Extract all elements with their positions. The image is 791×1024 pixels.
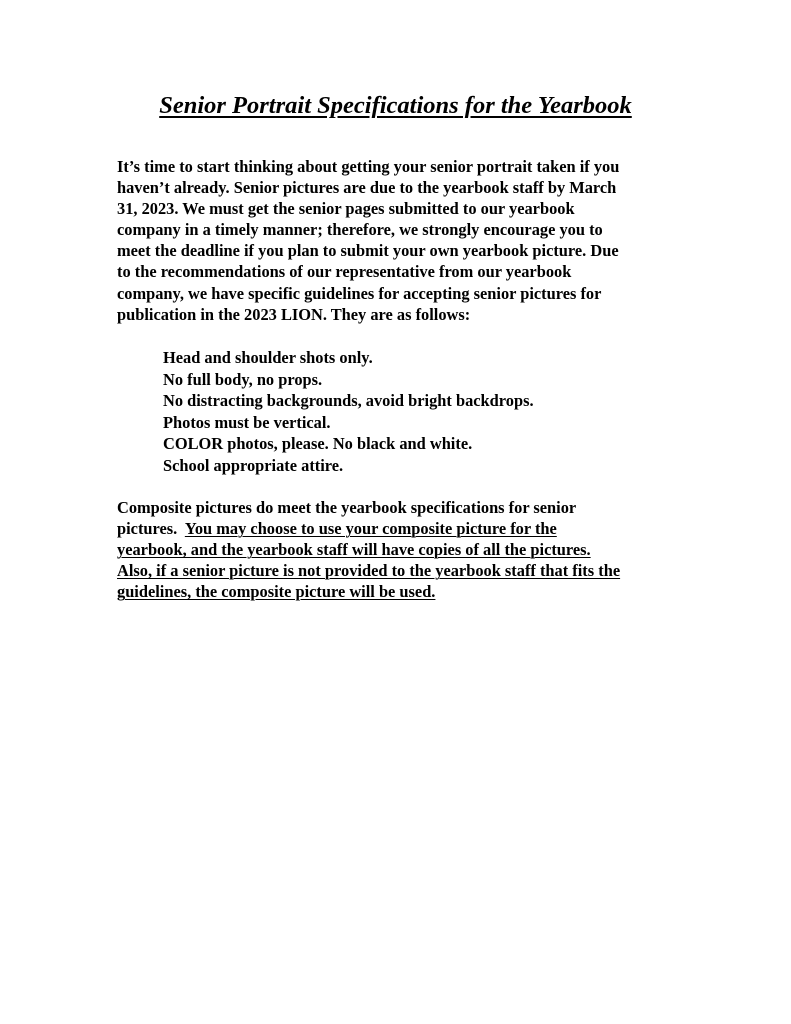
intro-line: meet the deadline if you plan to submit your own yearbook picture. Due	[117, 241, 619, 261]
intro-line: 31, 2023. We must get the senior pages submitted to our yearbook	[117, 199, 575, 219]
guideline-item: No full body, no props.	[163, 369, 323, 389]
intro-line: company, we have specific guidelines for accepting senior pictures for	[117, 283, 602, 303]
composite-paragraph	[117, 497, 687, 602]
composite-line	[117, 518, 687, 539]
composite-underlined-text: You may choose to use your composite picture for the	[184, 519, 557, 539]
intro-paragraph	[117, 156, 687, 325]
intro-line: to the recommendations of our representative from our yearbook	[117, 262, 572, 282]
guideline-item: Photos must be vertical.	[163, 412, 331, 432]
guideline-item: COLOR photos, please. No black and white.	[163, 434, 473, 453]
guideline-item: No distracting backgrounds, avoid bright backdrops.	[163, 391, 534, 410]
composite-plain-text: pictures.	[117, 519, 185, 539]
composite-line: Composite pictures do meet the yearbook specifications for senior	[117, 498, 577, 517]
intro-line: haven’t already. Senior pictures are due to the yearbook staff by March	[117, 178, 617, 198]
composite-underlined-line: Also, if a senior picture is not provided to the yearbook staff that fits the	[117, 561, 621, 581]
guideline-item: School appropriate attire.	[163, 455, 344, 475]
page-title: Senior Portrait Specifications for the Yearbook	[159, 92, 632, 119]
composite-underlined-line: yearbook, and the yearbook staff will have copies of all the pictures.	[117, 540, 591, 560]
intro-line: publication in the 2023 LION. They are as follows:	[117, 304, 471, 324]
guideline-item: Head and shoulder shots only.	[163, 348, 373, 367]
intro-line: It’s time to start thinking about getting your senior portrait taken if you	[117, 157, 620, 176]
composite-underlined-line: guidelines, the composite picture will be used.	[117, 582, 436, 602]
guidelines-list	[163, 347, 534, 476]
intro-line: company in a timely manner; therefore, we strongly encourage you to	[117, 220, 603, 240]
